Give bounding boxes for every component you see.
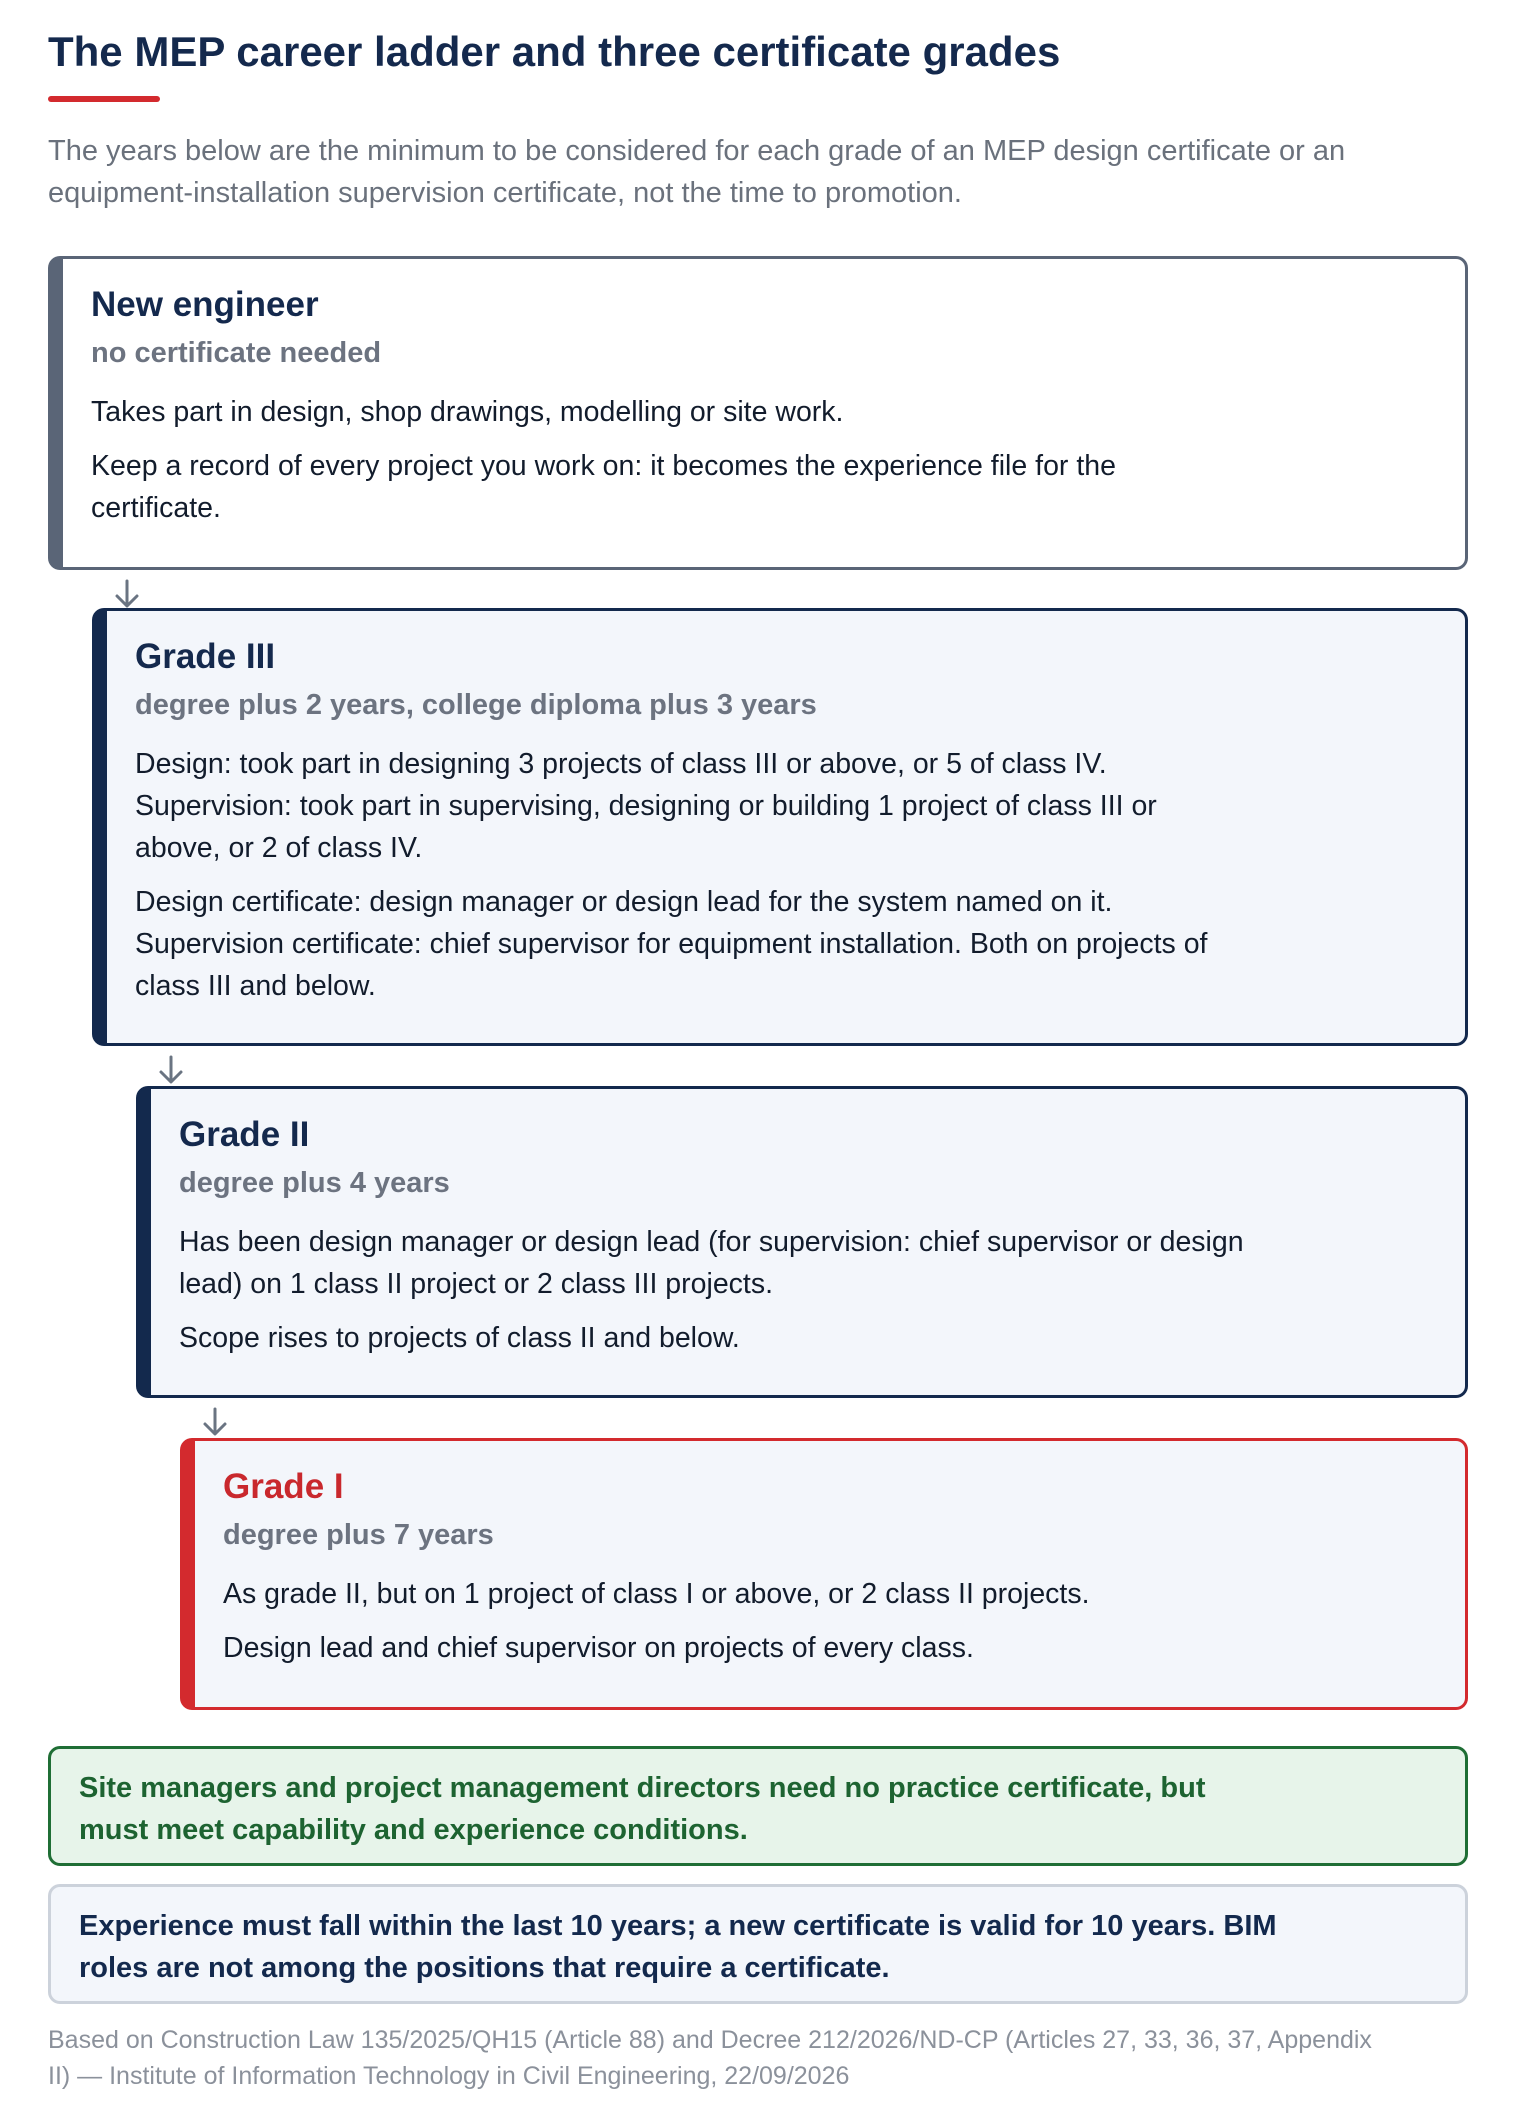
step-description: Design: took part in designing 3 projects of class III or above, or 5 of class IV. Supervision: took part in supervising, designing or building 1 project of class III or above, or 2 of class IV.: [135, 748, 1157, 864]
site-managers-note: [48, 1746, 1468, 1866]
step-description: Design certificate: design manager or design lead for the system named on it. Supervision certificate: chief supervisor for equipment installation. Both on projects of class III and below.: [135, 886, 1208, 1002]
arrow-down-icon: [200, 1406, 230, 1438]
step-description: Has been design manager or design lead (for supervision: chief supervisor or design lead) on 1 class II project or 2 class III projects.: [179, 1226, 1244, 1300]
step-requirement: no certificate needed: [91, 337, 382, 369]
step-requirement: degree plus 2 years, college diploma plus 3 years: [135, 689, 817, 721]
step-title: Grade III: [135, 637, 276, 676]
step-description: Takes part in design, shop drawings, modelling or site work.: [91, 396, 844, 428]
ladder-step-grade-iii: [92, 608, 1468, 1046]
step-description: Design lead and chief supervisor on projects of every class.: [223, 1632, 974, 1664]
step-title: Grade II: [179, 1115, 310, 1154]
ladder-step-grade-i: [180, 1438, 1468, 1710]
step-title: New engineer: [91, 285, 319, 324]
arrow-down-icon: [112, 578, 142, 610]
ladder-step-grade-ii: [136, 1086, 1468, 1398]
note-text: Experience must fall within the last 10 years; a new certificate is valid for 10 years. BIM roles are not among the positions that require a certificate.: [79, 1910, 1277, 1984]
step-requirement: degree plus 7 years: [223, 1519, 494, 1551]
experience-note: [48, 1884, 1468, 2004]
source-citation: Based on Construction Law 135/2025/QH15 (Article 88) and Decree 212/2026/ND-CP (Articles 27, 33, 36, 37, Appendix II) — Institute of Information Technology in Civil Engineering, 22/09/2026: [48, 2026, 1372, 2090]
step-description: As grade II, but on 1 project of class I or above, or 2 class II projects.: [223, 1578, 1090, 1610]
arrow-down-icon: [156, 1054, 186, 1086]
ladder-step-new-engineer: [48, 256, 1468, 570]
step-title: Grade I: [223, 1467, 344, 1506]
step-description: Scope rises to projects of class II and below.: [179, 1322, 740, 1354]
intro-text: The years below are the minimum to be considered for each grade of an MEP design certificate or an equipment-installation supervision certificate, not the time to promotion.: [48, 135, 1346, 209]
page-title: The MEP career ladder and three certificate grades: [48, 28, 1061, 75]
title-underline: [48, 96, 160, 102]
note-text: Site managers and project management directors need no practice certificate, but must meet capability and experience conditions.: [79, 1772, 1206, 1846]
step-requirement: degree plus 4 years: [179, 1167, 450, 1199]
step-description: Keep a record of every project you work on: it becomes the experience file for the certificate.: [91, 450, 1116, 524]
